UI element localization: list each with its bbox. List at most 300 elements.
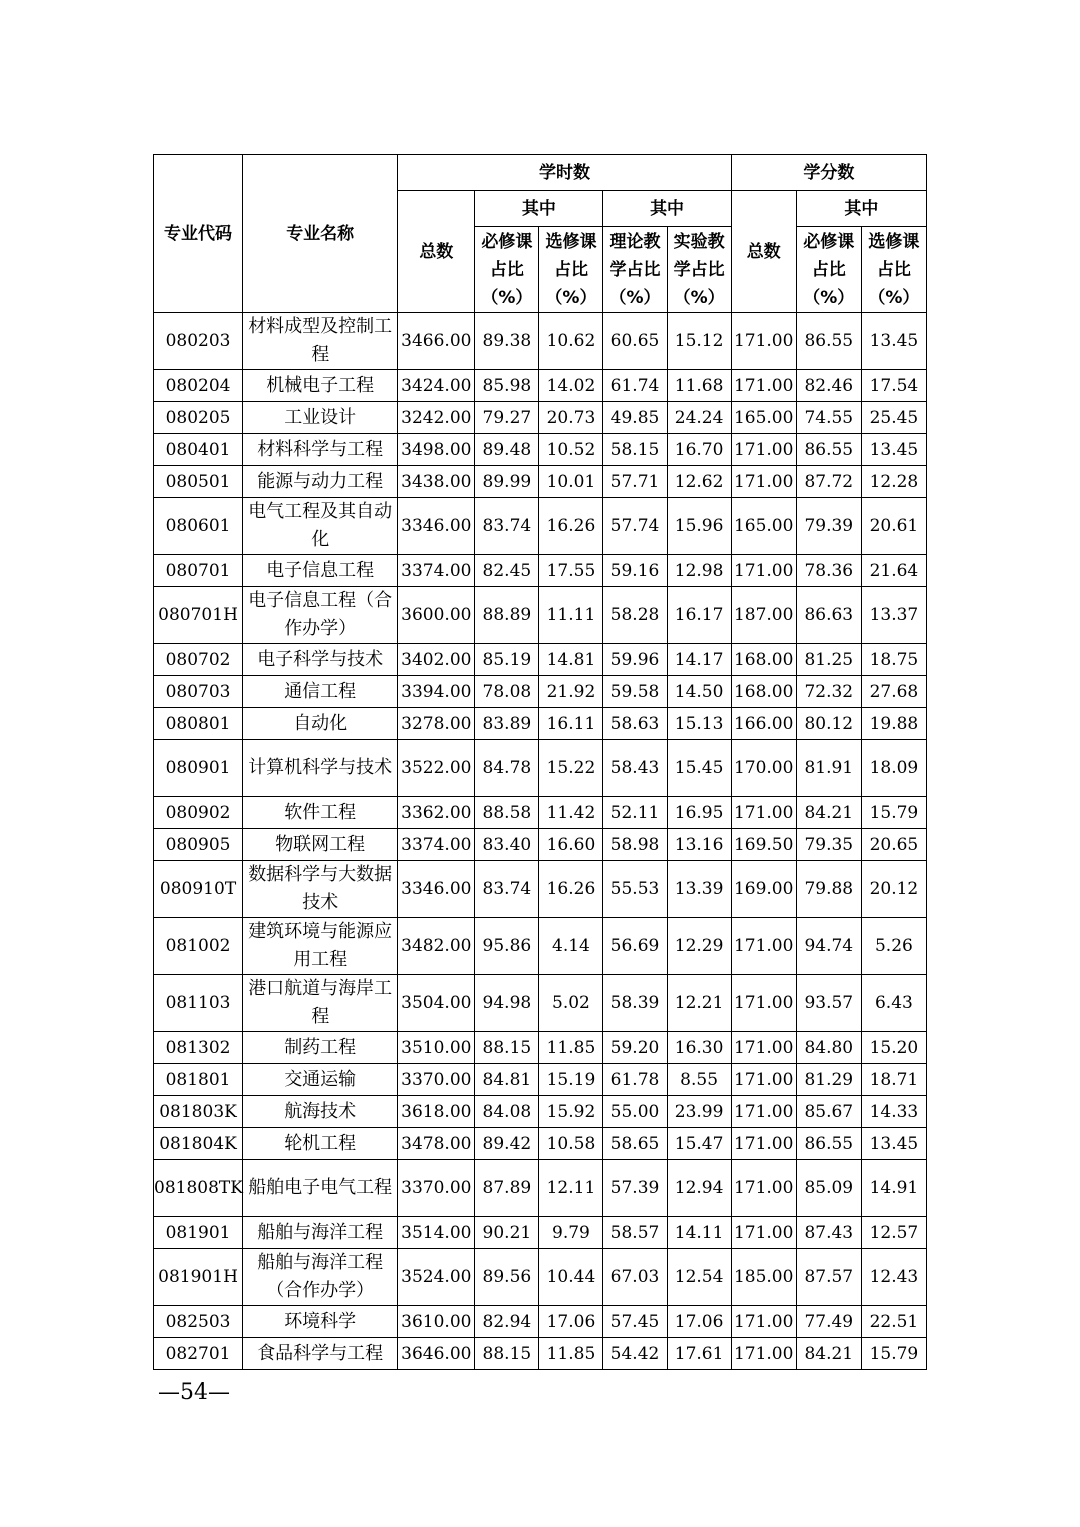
- table-row: [154, 1217, 927, 1249]
- table-row: [154, 1128, 927, 1160]
- header-required-ratio: 必修课占比（%）: [475, 227, 539, 313]
- cell-credits-total: 171.00: [731, 1306, 796, 1338]
- cell-required-ratio: 89.99: [475, 466, 539, 498]
- cell-code: 080203: [154, 313, 243, 370]
- cell-credit-required-ratio: 80.12: [796, 708, 861, 740]
- cell-code: 080910T: [154, 861, 243, 918]
- cell-credits-total: 165.00: [731, 402, 796, 434]
- cell-theory-ratio: 61.74: [603, 370, 667, 402]
- cell-credits-total: 168.00: [731, 644, 796, 676]
- header-credits-of-which: 其中: [796, 191, 926, 227]
- cell-code: 080801: [154, 708, 243, 740]
- cell-code: 080905: [154, 829, 243, 861]
- table-row: [154, 975, 927, 1032]
- cell-elective-ratio: 15.22: [539, 740, 603, 797]
- cell-credit-required-ratio: 82.46: [796, 370, 861, 402]
- cell-code: 081804K: [154, 1128, 243, 1160]
- cell-name: 机械电子工程: [243, 370, 398, 402]
- cell-name: 环境科学: [243, 1306, 398, 1338]
- cell-lab-ratio: 23.99: [667, 1096, 731, 1128]
- table-row: [154, 1032, 927, 1064]
- cell-lab-ratio: 14.50: [667, 676, 731, 708]
- cell-required-ratio: 83.74: [475, 498, 539, 555]
- cell-elective-ratio: 11.42: [539, 797, 603, 829]
- cell-hours-total: 3346.00: [398, 861, 475, 918]
- table-row: [154, 498, 927, 555]
- cell-hours-total: 3510.00: [398, 1032, 475, 1064]
- cell-required-ratio: 89.48: [475, 434, 539, 466]
- cell-credit-elective-ratio: 6.43: [861, 975, 926, 1032]
- cell-credit-elective-ratio: 20.61: [861, 498, 926, 555]
- cell-credits-total: 171.00: [731, 1217, 796, 1249]
- cell-hours-total: 3466.00: [398, 313, 475, 370]
- cell-lab-ratio: 13.16: [667, 829, 731, 861]
- table-row: [154, 1064, 927, 1096]
- cell-lab-ratio: 11.68: [667, 370, 731, 402]
- header-hours-group: 学时数: [398, 155, 731, 191]
- table-row: [154, 587, 927, 644]
- cell-theory-ratio: 55.53: [603, 861, 667, 918]
- table-row: [154, 1249, 927, 1306]
- cell-name: 自动化: [243, 708, 398, 740]
- cell-name: 交通运输: [243, 1064, 398, 1096]
- cell-elective-ratio: 5.02: [539, 975, 603, 1032]
- cell-credits-total: 171.00: [731, 466, 796, 498]
- cell-hours-total: 3374.00: [398, 829, 475, 861]
- cell-credit-elective-ratio: 18.09: [861, 740, 926, 797]
- cell-credit-elective-ratio: 15.79: [861, 1338, 926, 1370]
- cell-lab-ratio: 14.11: [667, 1217, 731, 1249]
- cell-lab-ratio: 16.30: [667, 1032, 731, 1064]
- cell-lab-ratio: 15.13: [667, 708, 731, 740]
- cell-theory-ratio: 57.74: [603, 498, 667, 555]
- table-row: [154, 1160, 927, 1217]
- cell-credit-required-ratio: 86.55: [796, 313, 861, 370]
- cell-name: 物联网工程: [243, 829, 398, 861]
- cell-theory-ratio: 56.69: [603, 918, 667, 975]
- cell-credits-total: 165.00: [731, 498, 796, 555]
- cell-credit-required-ratio: 87.57: [796, 1249, 861, 1306]
- cell-required-ratio: 89.42: [475, 1128, 539, 1160]
- cell-lab-ratio: 16.95: [667, 797, 731, 829]
- cell-lab-ratio: 12.54: [667, 1249, 731, 1306]
- cell-code: 082701: [154, 1338, 243, 1370]
- cell-elective-ratio: 10.01: [539, 466, 603, 498]
- cell-credits-total: 171.00: [731, 370, 796, 402]
- header-hours-total: 总数: [398, 191, 475, 313]
- page-number: —54—: [158, 1380, 230, 1405]
- cell-code: 080205: [154, 402, 243, 434]
- cell-required-ratio: 88.15: [475, 1338, 539, 1370]
- cell-credit-required-ratio: 85.09: [796, 1160, 861, 1217]
- cell-code: 080701H: [154, 587, 243, 644]
- cell-code: 081901H: [154, 1249, 243, 1306]
- cell-code: 080901: [154, 740, 243, 797]
- header-credit-elective-ratio: 选修课占比（%）: [861, 227, 926, 313]
- header-elective-ratio: 选修课占比（%）: [539, 227, 603, 313]
- header-theory-ratio: 理论教学占比（%）: [603, 227, 667, 313]
- cell-elective-ratio: 16.26: [539, 861, 603, 918]
- table-row: [154, 1096, 927, 1128]
- cell-credits-total: 171.00: [731, 434, 796, 466]
- header-credits-total: 总数: [731, 191, 796, 313]
- cell-credits-total: 171.00: [731, 797, 796, 829]
- cell-credits-total: 171.00: [731, 1160, 796, 1217]
- cell-credit-elective-ratio: 21.64: [861, 555, 926, 587]
- cell-credit-elective-ratio: 22.51: [861, 1306, 926, 1338]
- cell-credit-elective-ratio: 15.79: [861, 797, 926, 829]
- cell-elective-ratio: 16.26: [539, 498, 603, 555]
- cell-theory-ratio: 57.71: [603, 466, 667, 498]
- cell-theory-ratio: 58.98: [603, 829, 667, 861]
- cell-name: 航海技术: [243, 1096, 398, 1128]
- cell-hours-total: 3482.00: [398, 918, 475, 975]
- cell-name: 船舶电子电气工程: [243, 1160, 398, 1217]
- cell-hours-total: 3242.00: [398, 402, 475, 434]
- cell-name: 数据科学与大数据技术: [243, 861, 398, 918]
- cell-elective-ratio: 17.06: [539, 1306, 603, 1338]
- table-body: [154, 313, 927, 1370]
- cell-required-ratio: 89.38: [475, 313, 539, 370]
- cell-name: 港口航道与海岸工程: [243, 975, 398, 1032]
- cell-credit-elective-ratio: 13.45: [861, 1128, 926, 1160]
- cell-name: 电子科学与技术: [243, 644, 398, 676]
- cell-required-ratio: 88.58: [475, 797, 539, 829]
- cell-lab-ratio: 12.62: [667, 466, 731, 498]
- cell-credits-total: 168.00: [731, 676, 796, 708]
- cell-name: 材料成型及控制工程: [243, 313, 398, 370]
- cell-elective-ratio: 16.60: [539, 829, 603, 861]
- table-row: [154, 861, 927, 918]
- cell-elective-ratio: 10.44: [539, 1249, 603, 1306]
- cell-required-ratio: 84.08: [475, 1096, 539, 1128]
- cell-credit-elective-ratio: 5.26: [861, 918, 926, 975]
- cell-required-ratio: 79.27: [475, 402, 539, 434]
- cell-hours-total: 3346.00: [398, 498, 475, 555]
- cell-elective-ratio: 17.55: [539, 555, 603, 587]
- cell-credits-total: 187.00: [731, 587, 796, 644]
- cell-credits-total: 171.00: [731, 1338, 796, 1370]
- cell-elective-ratio: 10.52: [539, 434, 603, 466]
- cell-required-ratio: 85.19: [475, 644, 539, 676]
- cell-theory-ratio: 55.00: [603, 1096, 667, 1128]
- table-header: [154, 155, 927, 313]
- cell-credit-elective-ratio: 13.45: [861, 313, 926, 370]
- cell-code: 082503: [154, 1306, 243, 1338]
- table-row: [154, 1338, 927, 1370]
- table-row: [154, 466, 927, 498]
- cell-hours-total: 3522.00: [398, 740, 475, 797]
- cell-elective-ratio: 21.92: [539, 676, 603, 708]
- cell-required-ratio: 83.89: [475, 708, 539, 740]
- cell-theory-ratio: 54.42: [603, 1338, 667, 1370]
- cell-elective-ratio: 9.79: [539, 1217, 603, 1249]
- cell-elective-ratio: 20.73: [539, 402, 603, 434]
- cell-credit-required-ratio: 84.80: [796, 1032, 861, 1064]
- cell-name: 电子信息工程（合作办学）: [243, 587, 398, 644]
- cell-credit-required-ratio: 84.21: [796, 797, 861, 829]
- cell-theory-ratio: 61.78: [603, 1064, 667, 1096]
- cell-credit-required-ratio: 77.49: [796, 1306, 861, 1338]
- cell-credit-required-ratio: 94.74: [796, 918, 861, 975]
- cell-lab-ratio: 13.39: [667, 861, 731, 918]
- cell-hours-total: 3514.00: [398, 1217, 475, 1249]
- cell-lab-ratio: 17.06: [667, 1306, 731, 1338]
- cell-credit-elective-ratio: 12.28: [861, 466, 926, 498]
- cell-hours-total: 3646.00: [398, 1338, 475, 1370]
- table-row: [154, 434, 927, 466]
- cell-hours-total: 3618.00: [398, 1096, 475, 1128]
- cell-required-ratio: 82.45: [475, 555, 539, 587]
- cell-lab-ratio: 15.12: [667, 313, 731, 370]
- cell-credits-total: 171.00: [731, 1064, 796, 1096]
- cell-code: 081002: [154, 918, 243, 975]
- cell-lab-ratio: 14.17: [667, 644, 731, 676]
- cell-theory-ratio: 57.45: [603, 1306, 667, 1338]
- header-credits-group: 学分数: [731, 155, 926, 191]
- cell-lab-ratio: 12.98: [667, 555, 731, 587]
- cell-theory-ratio: 59.16: [603, 555, 667, 587]
- cell-name: 计算机科学与技术: [243, 740, 398, 797]
- cell-required-ratio: 89.56: [475, 1249, 539, 1306]
- cell-code: 080204: [154, 370, 243, 402]
- cell-theory-ratio: 60.65: [603, 313, 667, 370]
- cell-credit-required-ratio: 84.21: [796, 1338, 861, 1370]
- cell-elective-ratio: 12.11: [539, 1160, 603, 1217]
- cell-code: 080401: [154, 434, 243, 466]
- cell-code: 080501: [154, 466, 243, 498]
- cell-credits-total: 166.00: [731, 708, 796, 740]
- cell-credit-elective-ratio: 18.75: [861, 644, 926, 676]
- cell-code: 081103: [154, 975, 243, 1032]
- cell-credit-required-ratio: 81.91: [796, 740, 861, 797]
- cell-name: 工业设计: [243, 402, 398, 434]
- table-row: [154, 1306, 927, 1338]
- cell-elective-ratio: 10.62: [539, 313, 603, 370]
- cell-theory-ratio: 67.03: [603, 1249, 667, 1306]
- curriculum-table: [153, 154, 927, 1370]
- cell-code: 081901: [154, 1217, 243, 1249]
- table-row: [154, 402, 927, 434]
- cell-credit-elective-ratio: 13.45: [861, 434, 926, 466]
- cell-credits-total: 171.00: [731, 1096, 796, 1128]
- table-row: [154, 797, 927, 829]
- cell-required-ratio: 84.78: [475, 740, 539, 797]
- cell-credit-required-ratio: 81.29: [796, 1064, 861, 1096]
- table-row: [154, 644, 927, 676]
- cell-hours-total: 3610.00: [398, 1306, 475, 1338]
- cell-required-ratio: 87.89: [475, 1160, 539, 1217]
- header-hours-of-which-1: 其中: [475, 191, 603, 227]
- cell-hours-total: 3402.00: [398, 644, 475, 676]
- cell-elective-ratio: 11.11: [539, 587, 603, 644]
- header-code: 专业代码: [154, 155, 243, 313]
- cell-name: 轮机工程: [243, 1128, 398, 1160]
- cell-credit-elective-ratio: 19.88: [861, 708, 926, 740]
- table-row: [154, 918, 927, 975]
- cell-required-ratio: 83.74: [475, 861, 539, 918]
- cell-lab-ratio: 15.96: [667, 498, 731, 555]
- cell-code: 080703: [154, 676, 243, 708]
- table-row: [154, 740, 927, 797]
- cell-elective-ratio: 15.92: [539, 1096, 603, 1128]
- cell-elective-ratio: 10.58: [539, 1128, 603, 1160]
- cell-credit-required-ratio: 72.32: [796, 676, 861, 708]
- cell-required-ratio: 78.08: [475, 676, 539, 708]
- cell-credit-elective-ratio: 17.54: [861, 370, 926, 402]
- cell-hours-total: 3370.00: [398, 1064, 475, 1096]
- cell-lab-ratio: 24.24: [667, 402, 731, 434]
- cell-lab-ratio: 16.70: [667, 434, 731, 466]
- cell-credit-required-ratio: 85.67: [796, 1096, 861, 1128]
- cell-credits-total: 171.00: [731, 313, 796, 370]
- cell-hours-total: 3424.00: [398, 370, 475, 402]
- cell-credits-total: 169.50: [731, 829, 796, 861]
- cell-credit-required-ratio: 81.25: [796, 644, 861, 676]
- cell-credit-required-ratio: 74.55: [796, 402, 861, 434]
- cell-credits-total: 171.00: [731, 1128, 796, 1160]
- header-lab-ratio: 实验教学占比（%）: [667, 227, 731, 313]
- cell-credit-required-ratio: 86.63: [796, 587, 861, 644]
- cell-credit-elective-ratio: 12.57: [861, 1217, 926, 1249]
- cell-credit-elective-ratio: 27.68: [861, 676, 926, 708]
- cell-name: 船舶与海洋工程（合作办学）: [243, 1249, 398, 1306]
- table-row: [154, 370, 927, 402]
- cell-theory-ratio: 58.65: [603, 1128, 667, 1160]
- cell-elective-ratio: 11.85: [539, 1032, 603, 1064]
- table-row: [154, 676, 927, 708]
- cell-credit-elective-ratio: 12.43: [861, 1249, 926, 1306]
- cell-credits-total: 171.00: [731, 1032, 796, 1064]
- cell-name: 材料科学与工程: [243, 434, 398, 466]
- cell-credits-total: 171.00: [731, 918, 796, 975]
- cell-required-ratio: 94.98: [475, 975, 539, 1032]
- cell-name: 食品科学与工程: [243, 1338, 398, 1370]
- table-row: [154, 829, 927, 861]
- cell-required-ratio: 88.89: [475, 587, 539, 644]
- cell-lab-ratio: 16.17: [667, 587, 731, 644]
- cell-name: 通信工程: [243, 676, 398, 708]
- cell-name: 能源与动力工程: [243, 466, 398, 498]
- cell-required-ratio: 85.98: [475, 370, 539, 402]
- cell-credit-elective-ratio: 15.20: [861, 1032, 926, 1064]
- cell-credits-total: 171.00: [731, 975, 796, 1032]
- cell-name: 电子信息工程: [243, 555, 398, 587]
- cell-required-ratio: 83.40: [475, 829, 539, 861]
- cell-credit-elective-ratio: 20.12: [861, 861, 926, 918]
- cell-theory-ratio: 58.63: [603, 708, 667, 740]
- cell-theory-ratio: 57.39: [603, 1160, 667, 1217]
- cell-hours-total: 3600.00: [398, 587, 475, 644]
- cell-hours-total: 3478.00: [398, 1128, 475, 1160]
- cell-hours-total: 3438.00: [398, 466, 475, 498]
- cell-credit-required-ratio: 79.88: [796, 861, 861, 918]
- cell-hours-total: 3370.00: [398, 1160, 475, 1217]
- cell-credit-required-ratio: 86.55: [796, 434, 861, 466]
- cell-elective-ratio: 14.81: [539, 644, 603, 676]
- cell-credits-total: 169.00: [731, 861, 796, 918]
- cell-theory-ratio: 49.85: [603, 402, 667, 434]
- cell-name: 电气工程及其自动化: [243, 498, 398, 555]
- cell-hours-total: 3498.00: [398, 434, 475, 466]
- cell-name: 软件工程: [243, 797, 398, 829]
- cell-theory-ratio: 58.28: [603, 587, 667, 644]
- cell-hours-total: 3362.00: [398, 797, 475, 829]
- cell-required-ratio: 82.94: [475, 1306, 539, 1338]
- cell-theory-ratio: 59.58: [603, 676, 667, 708]
- header-name: 专业名称: [243, 155, 398, 313]
- header-credit-required-ratio: 必修课占比（%）: [796, 227, 861, 313]
- cell-elective-ratio: 11.85: [539, 1338, 603, 1370]
- cell-credit-elective-ratio: 20.65: [861, 829, 926, 861]
- cell-credits-total: 171.00: [731, 555, 796, 587]
- cell-hours-total: 3374.00: [398, 555, 475, 587]
- cell-name: 制药工程: [243, 1032, 398, 1064]
- table-row: [154, 313, 927, 370]
- cell-credit-elective-ratio: 18.71: [861, 1064, 926, 1096]
- cell-lab-ratio: 8.55: [667, 1064, 731, 1096]
- cell-code: 081803K: [154, 1096, 243, 1128]
- cell-code: 081302: [154, 1032, 243, 1064]
- cell-credit-required-ratio: 79.35: [796, 829, 861, 861]
- cell-hours-total: 3278.00: [398, 708, 475, 740]
- table-row: [154, 555, 927, 587]
- cell-lab-ratio: 12.21: [667, 975, 731, 1032]
- cell-theory-ratio: 59.96: [603, 644, 667, 676]
- cell-theory-ratio: 58.15: [603, 434, 667, 466]
- header-hours-of-which-2: 其中: [603, 191, 731, 227]
- cell-code: 080702: [154, 644, 243, 676]
- cell-credit-required-ratio: 78.36: [796, 555, 861, 587]
- cell-credit-elective-ratio: 25.45: [861, 402, 926, 434]
- cell-hours-total: 3524.00: [398, 1249, 475, 1306]
- cell-lab-ratio: 17.61: [667, 1338, 731, 1370]
- cell-hours-total: 3504.00: [398, 975, 475, 1032]
- cell-credit-required-ratio: 87.43: [796, 1217, 861, 1249]
- cell-elective-ratio: 14.02: [539, 370, 603, 402]
- cell-code: 080701: [154, 555, 243, 587]
- cell-name: 建筑环境与能源应用工程: [243, 918, 398, 975]
- cell-code: 080601: [154, 498, 243, 555]
- cell-required-ratio: 88.15: [475, 1032, 539, 1064]
- cell-lab-ratio: 15.47: [667, 1128, 731, 1160]
- cell-theory-ratio: 58.39: [603, 975, 667, 1032]
- cell-hours-total: 3394.00: [398, 676, 475, 708]
- cell-lab-ratio: 12.29: [667, 918, 731, 975]
- cell-credit-required-ratio: 79.39: [796, 498, 861, 555]
- cell-lab-ratio: 15.45: [667, 740, 731, 797]
- cell-elective-ratio: 4.14: [539, 918, 603, 975]
- cell-credit-required-ratio: 87.72: [796, 466, 861, 498]
- cell-code: 080902: [154, 797, 243, 829]
- cell-theory-ratio: 59.20: [603, 1032, 667, 1064]
- cell-credit-elective-ratio: 14.33: [861, 1096, 926, 1128]
- cell-credit-elective-ratio: 13.37: [861, 587, 926, 644]
- cell-lab-ratio: 12.94: [667, 1160, 731, 1217]
- cell-credit-required-ratio: 93.57: [796, 975, 861, 1032]
- cell-theory-ratio: 52.11: [603, 797, 667, 829]
- cell-credits-total: 185.00: [731, 1249, 796, 1306]
- cell-code: 081801: [154, 1064, 243, 1096]
- cell-theory-ratio: 58.43: [603, 740, 667, 797]
- cell-required-ratio: 95.86: [475, 918, 539, 975]
- cell-name: 船舶与海洋工程: [243, 1217, 398, 1249]
- table-row: [154, 708, 927, 740]
- cell-required-ratio: 90.21: [475, 1217, 539, 1249]
- cell-credit-elective-ratio: 14.91: [861, 1160, 926, 1217]
- cell-elective-ratio: 16.11: [539, 708, 603, 740]
- cell-theory-ratio: 58.57: [603, 1217, 667, 1249]
